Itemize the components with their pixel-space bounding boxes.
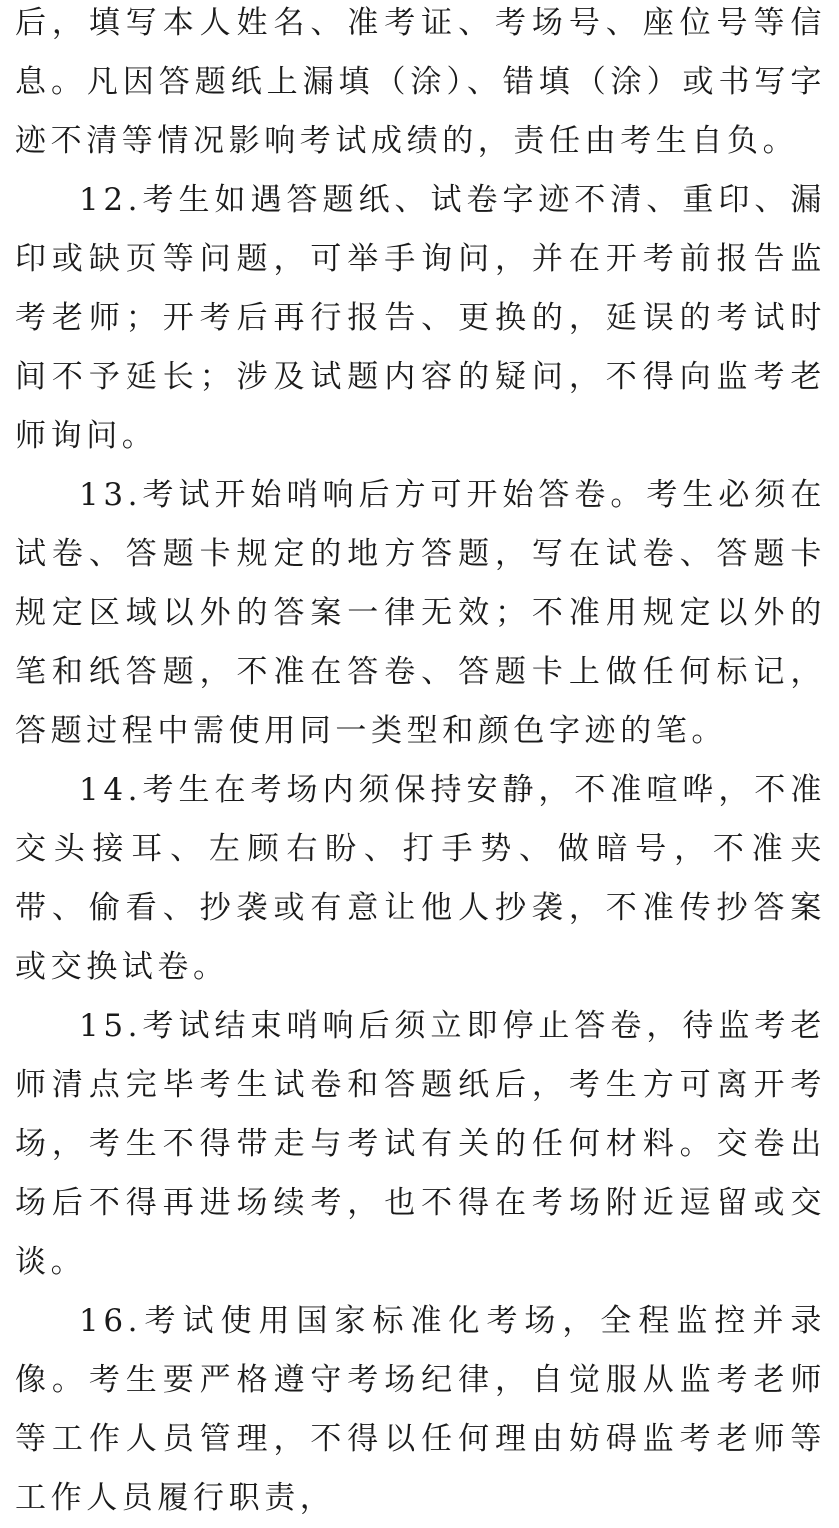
paragraph-rule-14: 14.考生在考场内须保持安静，不准喧哗，不准交头接耳、左顾右盼、打手势、做暗号，不准夹带、偷看、抄袭或有意让他人抄袭，不准传抄答案或交换试卷。 xyxy=(15,772,826,985)
paragraph-rule-15: 15.考试结束哨响后须立即停止答卷，待监考老师清点完毕考生试卷和答题纸后，考生方可离开考场，考生不得带走与考试有关的任何材料。交卷出场后不得再进场续考，也不得在考场附近逗留或交谈。 xyxy=(15,1008,826,1280)
paragraph-rule-13: 13.考试开始哨响后方可开始答卷。考生必须在试卷、答题卡规定的地方答题，写在试卷、答题卡规定区域以外的答案一律无效；不准用规定以外的笔和纸答题，不准在答卷、答题卡上做任何标记，答题过程中需使用同一类型和颜色字迹的笔。 xyxy=(15,477,826,749)
paragraph-rule-12: 12.考生如遇答题纸、试卷字迹不清、重印、漏印或缺页等问题，可举手询问，并在开考前报告监考老师；开考后再行报告、更换的，延误的考试时间不予延长；涉及试题内容的疑问，不得向监考老师询问。 xyxy=(15,182,826,454)
paragraph-rule-11-continued: 后，填写本人姓名、准考证、考场号、座位号等信息。凡因答题纸上漏填（涂）、错填（涂）或书写字迹不清等情况影响考试成绩的，责任由考生自负。 xyxy=(15,5,826,159)
paragraph-rule-16: 16.考试使用国家标准化考场，全程监控并录像。考生要严格遵守考场纪律，自觉服从监考老师等工作人员管理，不得以任何理由妨碍监考老师等工作人员履行职责， xyxy=(15,1303,826,1516)
